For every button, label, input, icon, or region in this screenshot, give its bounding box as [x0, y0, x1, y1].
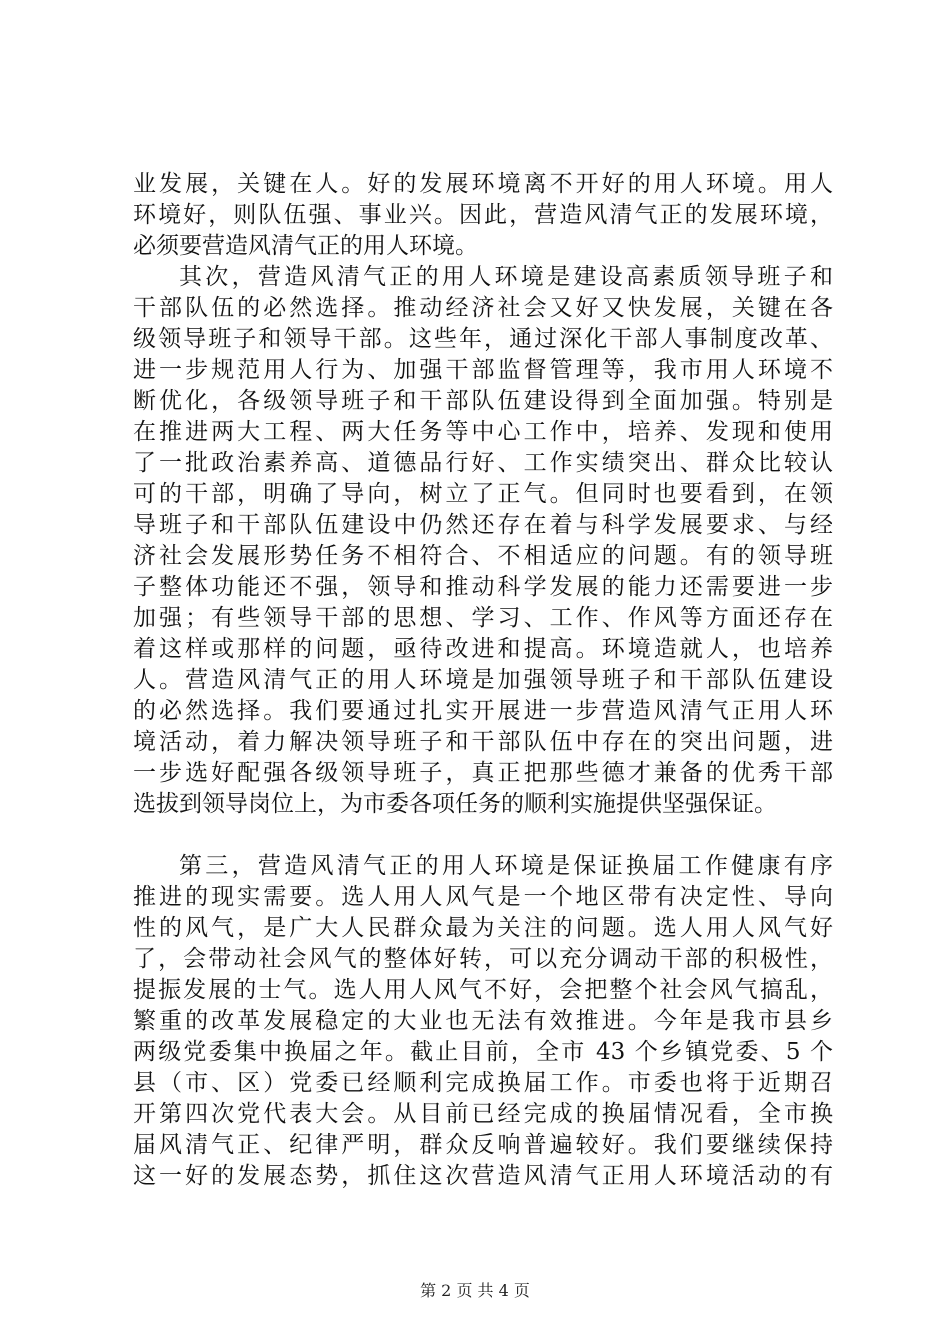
page-footer [0, 1281, 950, 1301]
text-line: 在推进两大工程、两大任务等中心工作中，培养、发现和使用 [133, 419, 833, 445]
text-line: 子整体功能还不强，领导和推动科学发展的能力还需要进一步 [133, 574, 833, 600]
text-line: 境活动，着力解决领导班子和干部队伍中存在的突出问题，进 [133, 729, 833, 755]
text-line: 届风清气正、纪律严明，群众反响普遍较好。我们要继续保持 [133, 1132, 833, 1158]
text-line: 开第四次党代表大会。从目前已经完成的换届情况看，全市换 [133, 1101, 833, 1127]
text-line: 选拔到领导岗位上，为市委各项任务的顺利实施提供坚强保证。 [133, 791, 777, 817]
text-line: 业发展，关键在人。好的发展环境离不开好的用人环境。用人 [133, 171, 833, 197]
text-line: 这一好的发展态势，抓住这次营造风清气正用人环境活动的有 [133, 1163, 833, 1189]
text-line: 了，会带动社会风气的整体好转，可以充分调动干部的积极性， [133, 946, 833, 972]
text-line: 断优化，各级领导班子和干部队伍建设得到全面加强。特别是 [133, 388, 833, 414]
text-line: 环境好，则队伍强、事业兴。因此，营造风清气正的发展环境， [133, 202, 833, 228]
paragraph-3 [133, 851, 833, 1192]
text-line: 人。营造风清气正的用人环境是加强领导班子和干部队伍建设 [133, 667, 833, 693]
text-line: 提振发展的士气。选人用人风气不好，会把整个社会风气搞乱， [133, 977, 833, 1003]
text-line: 繁重的改革发展稳定的大业也无法有效推进。今年是我市县乡 [133, 1008, 833, 1034]
text-line: 济社会发展形势任务不相符合、不相适应的问题。有的领导班 [133, 543, 833, 569]
text-line: 一步选好配强各级领导班子，真正把那些德才兼备的优秀干部 [133, 760, 833, 786]
text-line: 的必然选择。我们要通过扎实开展进一步营造风清气正用人环 [133, 698, 833, 724]
text-line: 干部队伍的必然选择。推动经济社会又好又快发展，关键在各 [133, 295, 833, 321]
document-body [133, 169, 833, 1192]
text-line: 县（市、区）党委已经顺利完成换届工作。市委也将于近期召 [133, 1070, 833, 1096]
paragraph-gap [133, 820, 833, 851]
text-line: 必须要营造风清气正的用人环境。 [133, 233, 478, 259]
text-line: 级领导班子和领导干部。这些年，通过深化干部人事制度改革、 [133, 326, 833, 352]
text-line: 加强；有些领导干部的思想、学习、工作、作风等方面还存在 [133, 605, 833, 631]
page-number: 第 2 页 共 4 页 [420, 1281, 530, 1300]
text-line: 着这样或那样的问题，亟待改进和提高。环境造就人，也培养 [133, 636, 833, 662]
text-line: 两级党委集中换届之年。截止目前，全市 43 个乡镇党委、5 个 [133, 1039, 833, 1065]
paragraph-1 [133, 169, 833, 262]
text-line: 第三，营造风清气正的用人环境是保证换届工作健康有序 [179, 853, 833, 879]
paragraph-2 [133, 262, 833, 820]
text-line: 导班子和干部队伍建设中仍然还存在着与科学发展要求、与经 [133, 512, 833, 538]
text-line: 进一步规范用人行为、加强干部监督管理等，我市用人环境不 [133, 357, 833, 383]
text-line: 其次，营造风清气正的用人环境是建设高素质领导班子和 [179, 264, 833, 290]
text-line: 性的风气，是广大人民群众最为关注的问题。选人用人风气好 [133, 915, 833, 941]
text-line: 可的干部，明确了导向，树立了正气。但同时也要看到，在领 [133, 481, 833, 507]
text-line: 推进的现实需要。选人用人风气是一个地区带有决定性、导向 [133, 884, 833, 910]
text-line: 了一批政治素养高、道德品行好、工作实绩突出、群众比较认 [133, 450, 833, 476]
